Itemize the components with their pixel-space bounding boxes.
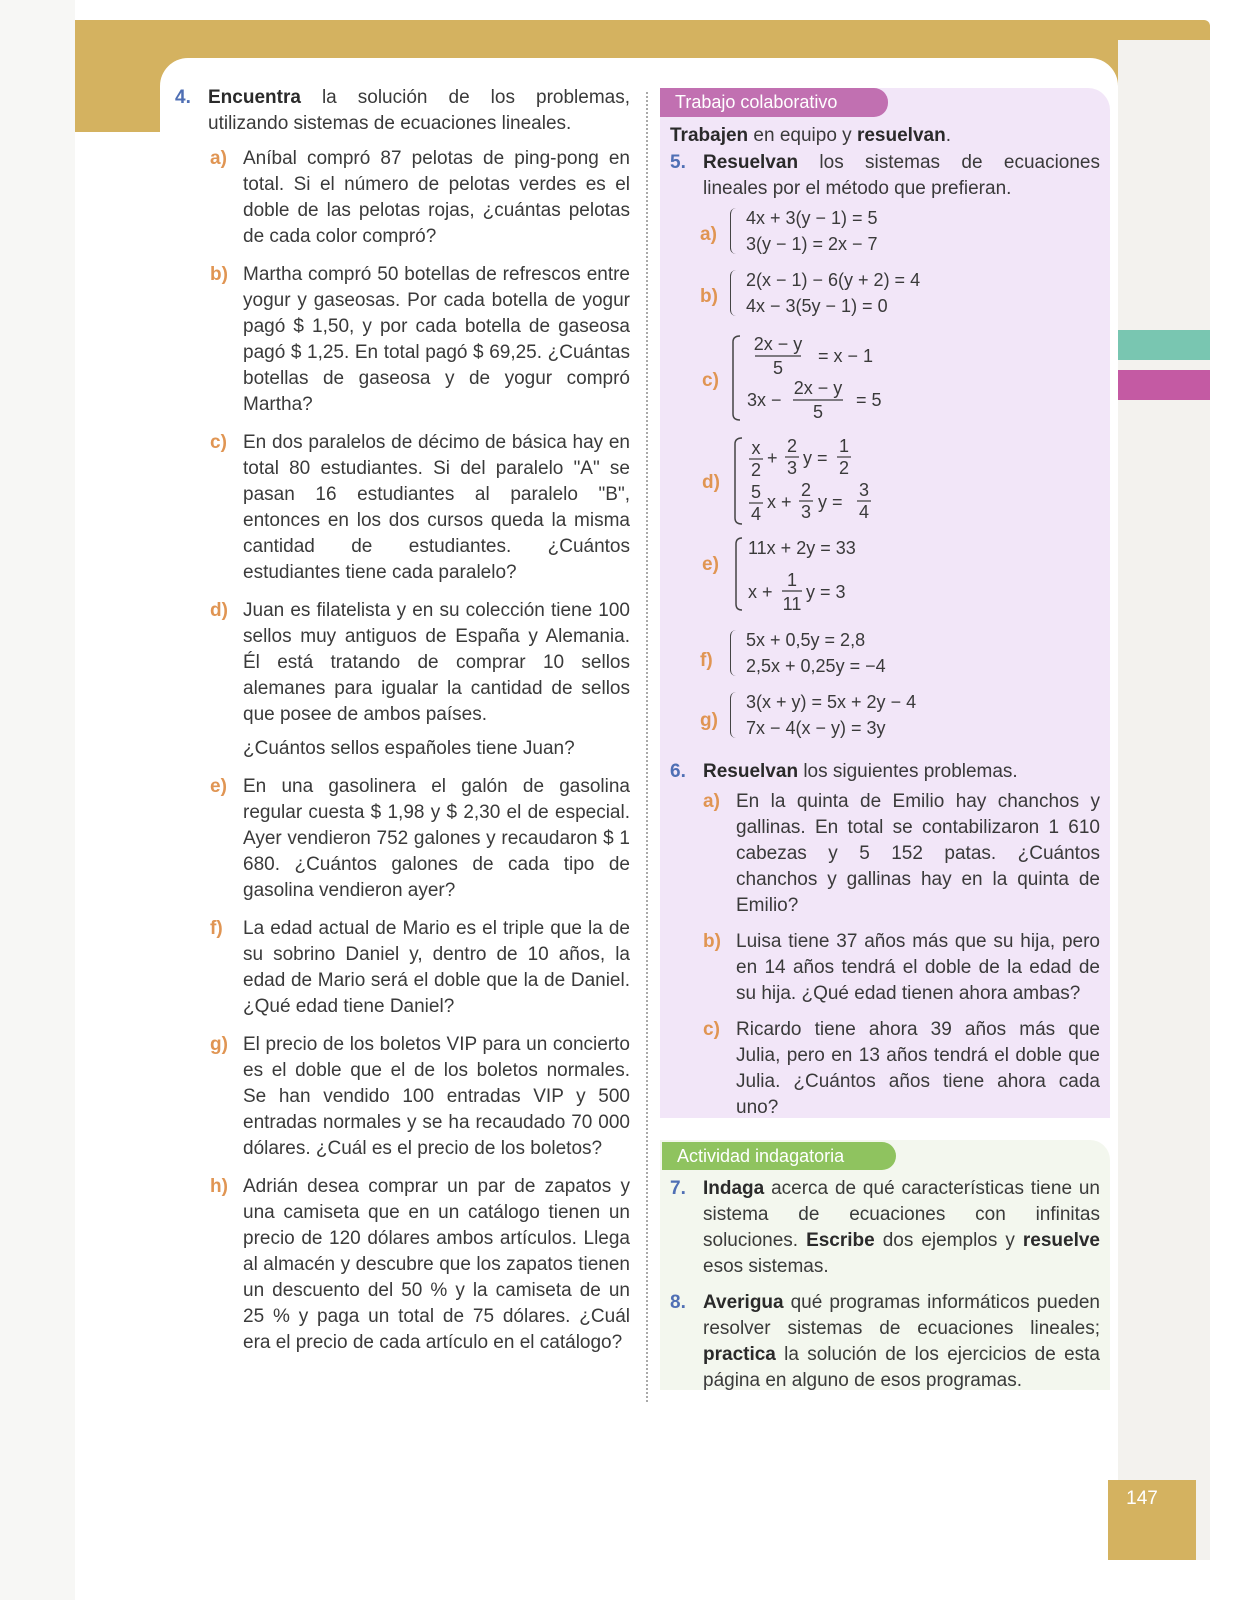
item-text: En la quinta de Emilio hay chanchos y gallinas. En total se contabilizaron 1 610 cabezas y 5 152 patas. ¿Cuántos chanchos y gallinas hay en la quinta de Emilio? [736,791,1100,916]
exercise-4-heading [175,85,630,137]
ex4-item [210,774,630,904]
collaborative-intro: Trabajen en equipo y resuelvan. [670,125,951,146]
svg-text:1: 1 [786,570,798,590]
item-text: El precio de los boletos VIP para un concierto es el doble que el de los boletos normales. Se han vendido 100 entradas VIP y 500 entradas normales y se ha recaudado 70 000 dólares. ¿Cuál es el precio de los boletos? [243,1034,630,1159]
item-letter: f) [210,918,223,939]
svg-text:11: 11 [782,594,802,614]
svg-text:y = 3: y = 3 [806,582,846,602]
brace-icon [733,336,740,420]
svg-text:y =: y = [818,492,843,512]
item-letter: d) [210,600,228,621]
scan-margin [0,0,75,1600]
item-letter: c) [703,1019,720,1040]
item-text: Juan es filatelista y en su colección tiene 100 sellos muy antiguos de España y Alemania. Él está tratando de comprar 10 sellos alemanes para igualar la cantidad de sellos que posee de ambos países. [243,600,630,725]
instruction-verb: Encuentra [208,87,301,108]
item-text: Martha compró 50 botellas de refrescos entre yogur y gaseosas. Por cada botella de yogur pagó $ 1,50, y por cada botella de gaseosa pagó $ 1,25. En total pagó $ 69,25. ¿Cuántas botellas de gaseosa y de yogur compró Martha? [243,264,630,415]
svg-text:2: 2 [786,436,798,456]
brace-icon [730,630,739,676]
exercise-6 [670,759,1100,1131]
svg-text:= 5: = 5 [856,390,882,410]
exercise-8: 8. Averigua qué programas informáticos pueden resolver sistemas de ecuaciones lineales; practica la solución de los ejercicios de esta página en alguno de esos programas. [670,1292,1100,1391]
brace-icon [730,208,739,254]
item-letter: b) [703,931,721,952]
column-divider [646,92,648,1402]
item-text: Aníbal compró 87 pelotas de ping-pong en total. Si el número de pelotas verdes es el doble de las pelotas rojas, ¿cuántas pelotas de cada color compró? [243,148,630,247]
svg-text:11x + 2y = 33: 11x + 2y = 33 [748,538,856,558]
ex4-item [210,1032,630,1162]
ex6-item [703,1017,1100,1121]
svg-text:5: 5 [812,402,824,422]
ex4-item [210,430,630,586]
svg-text:2: 2 [800,480,812,500]
item-text: Adrián desea comprar un par de zapatos y una camiseta que en un catálogo tienen un precio de 120 dólares ambos artículos. Llega al almacén y descubre que los zapatos tienen un descuento del 50 % y la camiseta de un 25 % y paga un total de 75 dólares. ¿Cuál era el precio de cada artículo en el catálogo? [243,1176,630,1353]
item-letter: b) [210,264,228,285]
svg-text:3: 3 [858,480,870,500]
svg-text:c): c) [702,370,719,391]
svg-text:+: + [767,448,778,468]
ex4-item [210,916,630,1020]
svg-text:2: 2 [750,460,762,480]
inquiry-activity-tag: Actividad indagatoria [662,1142,896,1170]
ex4-item [210,1174,630,1356]
svg-text:2x − y: 2x − y [793,378,843,398]
svg-text:5: 5 [772,358,784,378]
item-letter: c) [210,432,227,453]
system-e [700,534,930,620]
svg-text:x +: x + [748,582,773,602]
system-d [700,432,930,528]
exercise-5-heading: 5. Resuelvan los sistemas de ecuaciones lineales por el método que prefieran. [670,152,1100,199]
collaborative-work-tag: Trabajo colaborativo [660,88,888,117]
svg-text:x: x [751,438,761,458]
item-text: Luisa tiene 37 años más que su hija, pero en 14 años tendrá el doble de la edad de su hija. ¿Qué edad tienen ahora ambas? [736,931,1100,1004]
item-letter: a) [703,791,720,812]
ex6-item [703,929,1100,1007]
svg-text:2: 2 [838,458,850,478]
section-tab-pink [1118,370,1210,400]
item-question: ¿Cuántos sellos españoles tiene Juan? [243,738,575,759]
svg-text:1: 1 [838,436,850,456]
inquiry-activity-content [670,1176,1100,1404]
page-number: 147 [1126,1488,1158,1509]
svg-text:y =: y = [803,448,828,468]
svg-text:2x − y: 2x − y [753,334,803,354]
ex6-item [703,789,1100,919]
svg-text:4: 4 [750,504,762,524]
svg-text:3: 3 [786,458,798,478]
exercise-6-heading: 6. Resuelvan los siguientes problemas. [670,761,1018,782]
right-margin-band [1118,40,1210,1560]
svg-text:3: 3 [800,502,812,522]
svg-text:d): d) [702,472,720,493]
ex4-item [210,262,630,418]
exercise-number: 4. [175,87,191,108]
svg-text:4: 4 [858,502,870,522]
ex4-item [210,146,630,250]
item-text: La edad actual de Mario es el triple que la de su sobrino Daniel y, dentro de 10 años, la edad de Mario será el doble que la de Daniel. ¿Qué edad tiene Daniel? [243,918,630,1017]
section-tab-teal [1118,330,1210,360]
brace-icon [730,270,739,316]
item-letter: e) [210,776,227,797]
item-text: En dos paralelos de décimo de básica hay en total 80 estudiantes. Si del paralelo "A" se pasan 16 estudiantes al paralelo "B", entonces en los dos cursos queda la misma cantidad de estudiantes. ¿Cuántos estudiantes tiene cada paralelo? [243,432,630,583]
brace-icon [730,692,739,738]
ex4-item [210,598,630,728]
brace-icon [736,538,742,610]
collaborative-work-content [670,123,1100,206]
item-text: En una gasolinera el galón de gasolina regular cuesta $ 1,98 y $ 2,30 el de especial. Ayer vendieron 752 galones y recaudaron $ 1 680. ¿Cuántos galones de cada tipo de gasolina vendieron ayer? [243,776,630,901]
system-c [700,332,930,422]
svg-text:e): e) [702,554,719,575]
item-letter: h) [210,1176,228,1197]
item-letter: a) [210,148,227,169]
instruction-text: la solución de los problemas, utilizando sistemas de ecuaciones lineales. [208,87,630,134]
svg-text:5: 5 [750,482,762,502]
item-text: Ricardo tiene ahora 39 años más que Julia, pero en 13 años tendrá el doble que Julia. ¿Cuántos años tiene ahora cada uno? [736,1019,1100,1118]
item-letter: g) [210,1034,228,1055]
brace-icon [735,438,742,524]
svg-text:= x − 1: = x − 1 [818,346,874,366]
svg-text:3x −: 3x − [747,390,782,410]
exercise-4 [175,85,630,1368]
exercise-7: 7. Indaga acerca de qué características tiene un sistema de ecuaciones con infinitas soluciones. Escribe dos ejemplos y resuelve esos sistemas. [670,1178,1100,1277]
svg-text:x +: x + [767,492,792,512]
